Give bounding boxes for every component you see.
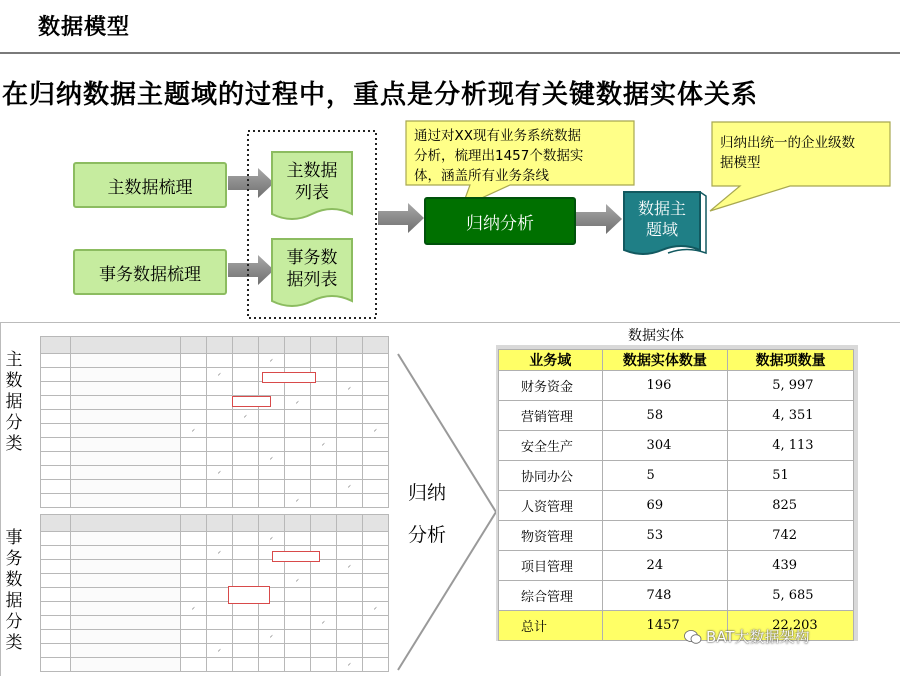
- table-total-cell: 总计: [499, 611, 603, 641]
- table-cell: 69: [602, 491, 728, 521]
- transaction-data-sort-box: 事务数据梳理: [73, 249, 227, 295]
- arrow-right-icon: [574, 204, 622, 234]
- table-cell: 财务资金: [499, 371, 603, 401]
- table-row: [499, 371, 854, 401]
- induction-analysis-label: 归纳 分析: [408, 482, 447, 546]
- table-header-cell: 数据实体数量: [602, 350, 728, 371]
- table-cell: 748: [602, 581, 728, 611]
- table-cell: 4, 351: [728, 401, 854, 431]
- thumbnail-note: [262, 372, 316, 383]
- table-caption: 数据实体: [628, 328, 684, 344]
- table-cell: 439: [728, 551, 854, 581]
- arrow-right-icon: [228, 255, 274, 285]
- table-cell: 安全生产: [499, 431, 603, 461]
- table-row: [499, 521, 854, 551]
- arrow-right-icon: [378, 203, 424, 233]
- table-cell: 人资管理: [499, 491, 603, 521]
- transaction-data-thumbnail-table: ✓ ✓ ✓ ✓ ✓ ✓ ✓ ✓ ✓ ✓: [40, 514, 368, 672]
- table-cell: 825: [728, 491, 854, 521]
- table-cell: 协同办公: [499, 461, 603, 491]
- table-row: [499, 581, 854, 611]
- panel-border-left: [0, 322, 1, 676]
- table-cell: 5: [602, 461, 728, 491]
- wechat-icon: [684, 629, 702, 645]
- table-cell: 24: [602, 551, 728, 581]
- master-data-thumbnail-table: ✓ ✓ ✓ ✓ ✓ ✓ ✓ ✓ ✓ ✓ ✓ ✓: [40, 336, 368, 508]
- master-data-sort-box: 主数据梳理: [73, 162, 227, 208]
- transaction-data-category-label: 事 务 数 据 分 类: [5, 528, 23, 653]
- thumbnail-note: [232, 396, 271, 407]
- table-row: [499, 461, 854, 491]
- table-total-cell: 22,203: [728, 611, 854, 641]
- master-list-label: 主数据 列表: [286, 161, 338, 203]
- table-cell: 58: [602, 401, 728, 431]
- page-title: 数据模型: [38, 15, 131, 40]
- master-data-category-label: 主 数 据 分 类: [5, 350, 23, 454]
- table-row: [499, 491, 854, 521]
- data-entity-table: [498, 349, 854, 641]
- table-cell: 304: [602, 431, 728, 461]
- table-header-cell: 业务域: [499, 350, 603, 371]
- thumbnail-note: [228, 586, 270, 604]
- table-cell: 196: [602, 371, 728, 401]
- watermark-text: BAT大数据架构: [706, 628, 810, 646]
- callout-text-1: 通过对XX现有业务系统数据 分析，梳理出1457个数据实 体，涵盖所有业务条线: [414, 128, 584, 184]
- page-subtitle: 在归纳数据主题域的过程中，重点是分析现有关键数据实体关系: [2, 80, 759, 110]
- table-cell: 5, 997: [728, 371, 854, 401]
- table-row: [499, 551, 854, 581]
- watermark: [684, 626, 810, 647]
- table-cell: 综合管理: [499, 581, 603, 611]
- table-cell: 51: [728, 461, 854, 491]
- transaction-list-label: 事务数 据列表: [286, 248, 338, 290]
- table-row: [499, 431, 854, 461]
- table-cell: 742: [728, 521, 854, 551]
- table-cell: 项目管理: [499, 551, 603, 581]
- arrow-right-icon: [228, 168, 274, 198]
- table-cell: 53: [602, 521, 728, 551]
- table-header-cell: 数据项数量: [728, 350, 854, 371]
- table-cell: 营销管理: [499, 401, 603, 431]
- panel-border-top: [0, 322, 900, 323]
- thumbnail-note: [272, 551, 320, 562]
- data-domain-label: 数据主 题域: [637, 199, 686, 239]
- table-cell: 5, 685: [728, 581, 854, 611]
- table-cell: 物资管理: [499, 521, 603, 551]
- induction-analysis-box: 归纳分析: [424, 197, 576, 245]
- table-header-row: [499, 350, 854, 371]
- table-total-cell: 1457: [602, 611, 728, 641]
- callout-text-2: 归纳出统一的企业级数 据模型: [720, 135, 855, 171]
- table-row: [499, 401, 854, 431]
- table-cell: 4, 113: [728, 431, 854, 461]
